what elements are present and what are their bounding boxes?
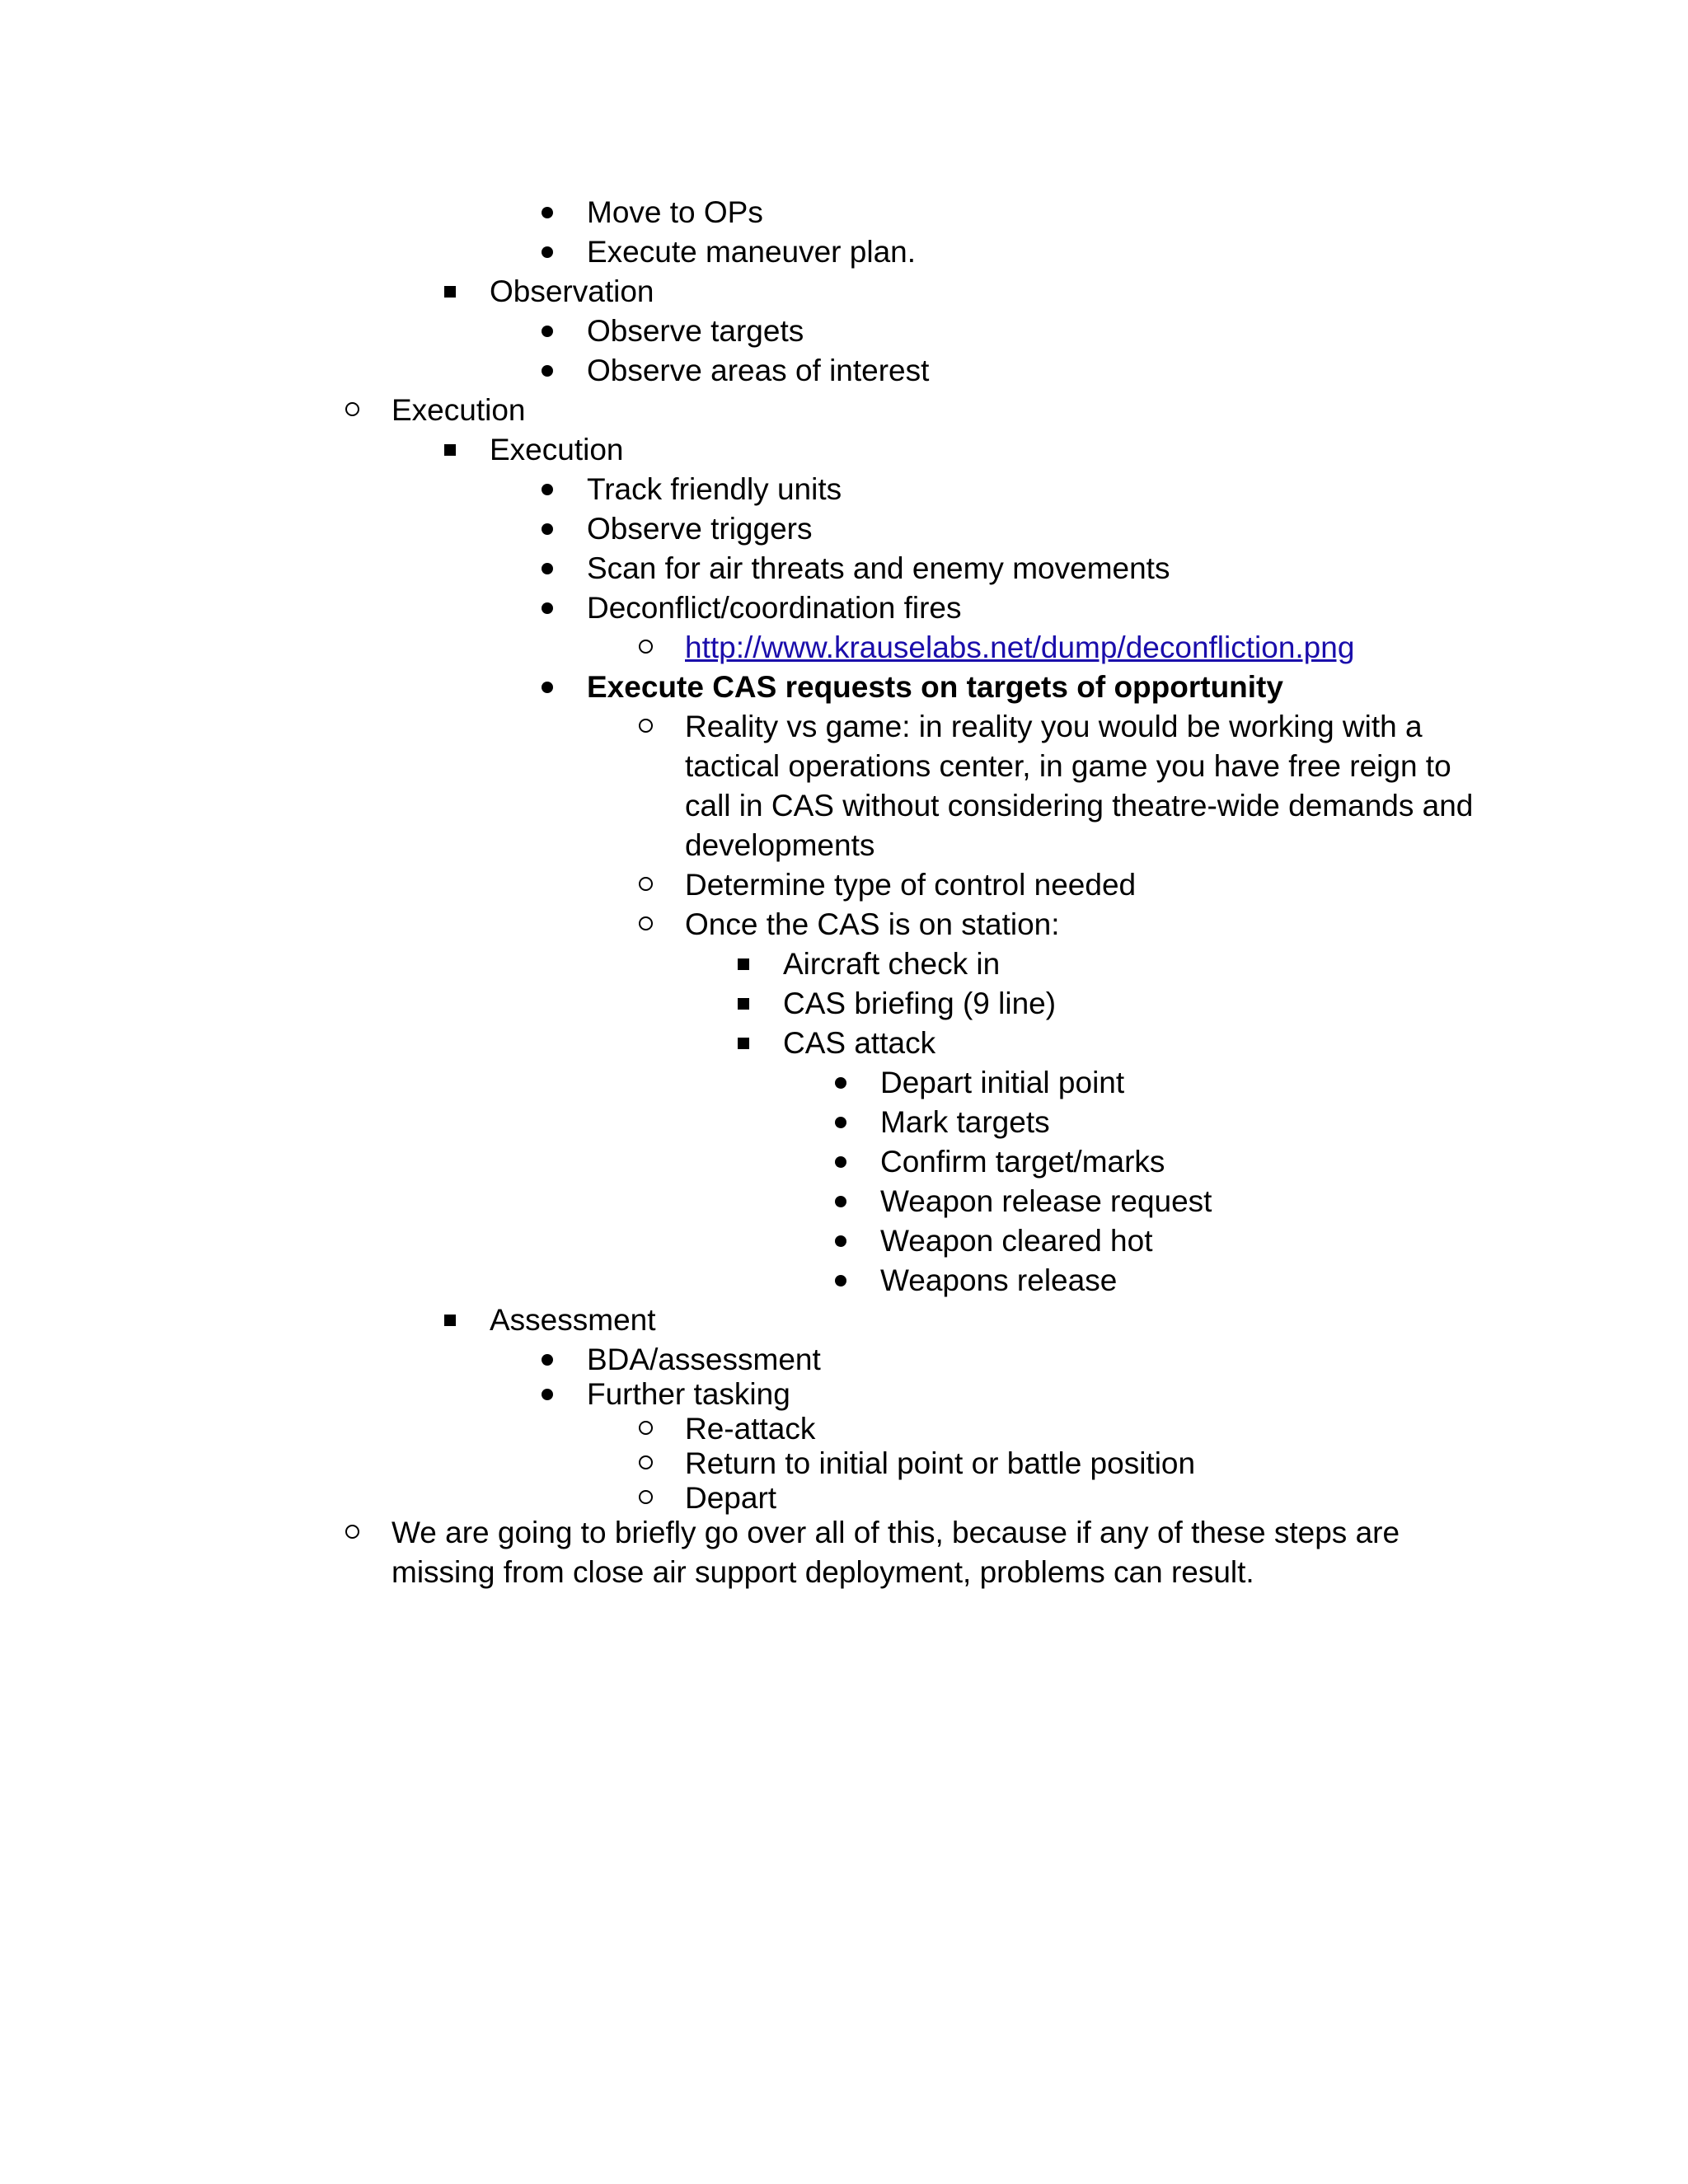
list-item — [587, 588, 962, 628]
list-item — [685, 865, 1136, 905]
bullet-ring-icon — [629, 865, 662, 905]
list-item — [587, 312, 804, 351]
list-item — [685, 905, 1060, 944]
list-item-text: Depart — [685, 1481, 777, 1515]
bullet-dot-icon — [531, 1340, 564, 1380]
list-item — [880, 1221, 1153, 1261]
bullet-dot-icon — [531, 312, 564, 351]
list-item-text: Weapon cleared hot — [880, 1224, 1153, 1258]
list-item — [587, 232, 916, 272]
list-item-text: CAS attack — [783, 1026, 936, 1060]
bullet-square-icon — [727, 944, 760, 984]
bullet-ring-icon — [335, 1513, 368, 1553]
list-item — [685, 1444, 1195, 1483]
list-item — [783, 944, 1000, 984]
list-item — [587, 470, 842, 509]
list-item-text: CAS briefing (9 line) — [783, 987, 1057, 1020]
list-item — [880, 1063, 1124, 1103]
list-item — [587, 668, 1283, 707]
list-item-text: Depart initial point — [880, 1066, 1125, 1099]
list-item — [880, 1103, 1050, 1142]
bullet-dot-icon — [531, 193, 564, 232]
list-item — [392, 1513, 1438, 1592]
list-item — [392, 391, 526, 430]
list-item-text: Weapons release — [880, 1263, 1118, 1297]
bullet-dot-icon — [824, 1261, 857, 1301]
list-item-text: Reality vs game: in reality you would be working with a tactical operations center, in game you have free reign to call in CAS without considering theatre-wide demands and developments — [685, 710, 1474, 862]
bullet-square-icon — [434, 430, 467, 470]
bullet-ring-icon — [629, 905, 662, 944]
list-item-text: Determine type of control needed — [685, 868, 1137, 902]
bullet-ring-icon — [629, 628, 662, 668]
list-item — [685, 1409, 815, 1449]
list-item — [587, 509, 813, 549]
list-item — [880, 1182, 1212, 1221]
list-item-text: Scan for air threats and enemy movements — [587, 551, 1170, 585]
list-item-text: Execute maneuver plan. — [587, 235, 917, 269]
bullet-square-icon — [727, 1024, 760, 1063]
deconfliction-link[interactable]: http://www.krauselabs.net/dump/deconfliction.png — [685, 630, 1355, 664]
list-item-text: Execute CAS requests on targets of opportunity — [587, 670, 1283, 704]
bullet-ring-icon — [629, 707, 662, 747]
list-item-text: Observe areas of interest — [587, 354, 930, 387]
list-item — [685, 707, 1476, 865]
list-item-text: Return to initial point or battle position — [685, 1446, 1196, 1480]
list-item-text: Once the CAS is on station: — [685, 907, 1060, 941]
list-item — [490, 430, 624, 470]
list-item — [587, 351, 929, 391]
bullet-dot-icon — [824, 1063, 857, 1103]
list-item-text: BDA/assessment — [587, 1343, 821, 1376]
bullet-square-icon — [434, 1301, 467, 1340]
bullet-ring-icon — [629, 1409, 662, 1449]
list-item-text: Further tasking — [587, 1377, 790, 1411]
list-item-text: Confirm target/marks — [880, 1145, 1165, 1179]
list-item — [587, 193, 763, 232]
list-item-text: Deconflict/coordination fires — [587, 591, 962, 625]
list-item-text: Observe targets — [587, 314, 804, 348]
list-item-text: Observe triggers — [587, 512, 813, 546]
list-item-text: Aircraft check in — [783, 947, 1001, 981]
bullet-dot-icon — [824, 1182, 857, 1221]
bullet-dot-icon — [531, 588, 564, 628]
bullet-ring-icon — [335, 391, 368, 430]
list-item-text: Re-attack — [685, 1412, 816, 1446]
closing-note: We are going to briefly go over all of this, because if any of these steps are missing from close air support deployment, problems can result. — [392, 1516, 1400, 1589]
bullet-dot-icon — [531, 509, 564, 549]
list-item-text: Mark targets — [880, 1105, 1050, 1139]
list-item — [587, 549, 1170, 588]
list-item-text: Track friendly units — [587, 472, 842, 506]
list-item-text: Assessment — [490, 1303, 656, 1337]
bullet-dot-icon — [531, 549, 564, 588]
bullet-dot-icon — [824, 1103, 857, 1142]
list-item-text: Weapon release request — [880, 1184, 1212, 1218]
list-item — [783, 1024, 935, 1063]
list-item-text: Move to OPs — [587, 195, 763, 229]
list-item — [587, 1375, 790, 1414]
bullet-dot-icon — [531, 668, 564, 707]
bullet-dot-icon — [531, 351, 564, 391]
list-item — [880, 1142, 1165, 1182]
list-item-text: Observation — [490, 274, 654, 308]
bullet-dot-icon — [531, 470, 564, 509]
bullet-dot-icon — [531, 1375, 564, 1414]
list-item — [490, 1301, 656, 1340]
list-item — [783, 984, 1056, 1024]
list-item — [587, 1340, 821, 1380]
list-item-text: Execution — [392, 393, 526, 427]
list-item — [685, 1479, 776, 1518]
bullet-square-icon — [727, 984, 760, 1024]
bullet-ring-icon — [629, 1444, 662, 1483]
bullet-dot-icon — [824, 1221, 857, 1261]
bullet-dot-icon — [531, 232, 564, 272]
list-item — [490, 272, 654, 312]
list-item — [880, 1261, 1117, 1301]
list-item — [685, 628, 1354, 668]
bullet-dot-icon — [824, 1142, 857, 1182]
list-item-text: Execution — [490, 433, 624, 466]
bullet-ring-icon — [629, 1479, 662, 1518]
bullet-square-icon — [434, 272, 467, 312]
